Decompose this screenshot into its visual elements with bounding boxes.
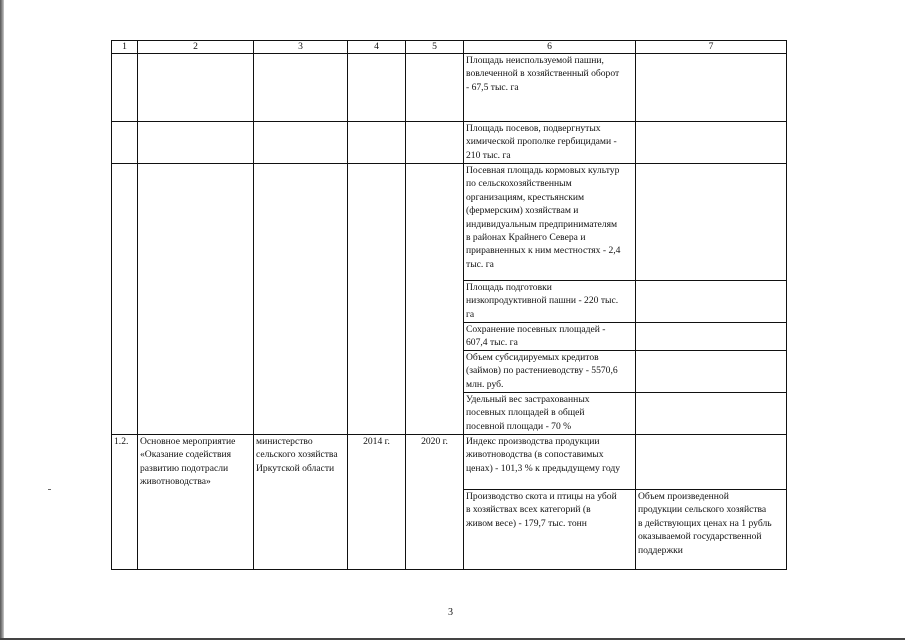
cell-start	[348, 164, 406, 435]
indicator-cell: Производство скота и птицы на убой в хозяйствах всех категорий (в живом весе) - 179,7 тыс. тонн	[464, 490, 636, 570]
scan-speck	[48, 489, 51, 490]
cell-end	[406, 122, 464, 164]
indicator-cell: Площадь неиспользуемой пашни, вовлеченной в хозяйственный оборот - 67,5 тыс. га	[464, 54, 636, 122]
indicator-cell: Площадь подготовки низкопродуктивной пашни - 220 тыс. га	[464, 281, 636, 323]
cell-end	[406, 164, 464, 435]
cell-col7	[636, 323, 787, 351]
program-table	[111, 40, 787, 570]
cell-executor	[254, 54, 348, 122]
header-col-6: 6	[464, 41, 636, 54]
cell-name	[138, 164, 254, 435]
header-col-7: 7	[636, 41, 787, 54]
header-row	[112, 41, 787, 54]
table-row	[112, 54, 787, 122]
header-col-3: 3	[254, 41, 348, 54]
cell-num	[112, 54, 138, 122]
indicator-cell: Площадь посевов, подвергнутых химической прополке гербицидами - 210 тыс. га	[464, 122, 636, 164]
indicator-cell: Объем субсидируемых кредитов (займов) по растениеводству - 5570,6 млн. руб.	[464, 351, 636, 393]
cell-end	[406, 54, 464, 122]
cell-name: Основное мероприятие «Оказание содействия развитию подотрасли животноводства»	[138, 435, 254, 570]
cell-end: 2020 г.	[406, 435, 464, 570]
cell-executor	[254, 164, 348, 435]
cell-num	[112, 164, 138, 435]
cell-col7	[636, 164, 787, 281]
cell-col7	[636, 54, 787, 122]
cell-col7	[636, 393, 787, 435]
cell-name	[138, 54, 254, 122]
header-col-1: 1	[112, 41, 138, 54]
cell-col7	[636, 281, 787, 323]
header-col-5: 5	[406, 41, 464, 54]
indicator-cell: Удельный вес застрахованных посевных площадей в общей посевной площади - 70 %	[464, 393, 636, 435]
table-row	[112, 435, 787, 490]
indicator-cell: Сохранение посевных площадей - 607,4 тыс. га	[464, 323, 636, 351]
cell-executor: министерство сельского хозяйства Иркутской области	[254, 435, 348, 570]
cell-executor	[254, 122, 348, 164]
header-col-4: 4	[348, 41, 406, 54]
cell-col7: Объем произведенной продукции сельского хозяйства в действующих ценах на 1 рубль оказываемой государственной поддержки	[636, 490, 787, 570]
page-number: 3	[448, 607, 453, 618]
header-col-2: 2	[138, 41, 254, 54]
table-row	[112, 164, 787, 281]
cell-num	[112, 122, 138, 164]
cell-col7	[636, 122, 787, 164]
page-left-edge	[0, 0, 4, 640]
cell-num: 1.2.	[112, 435, 138, 570]
indicator-cell: Индекс производства продукции животноводства (в сопоставимых ценах) - 101,3 % к предыдущему году	[464, 435, 636, 490]
cell-start	[348, 54, 406, 122]
cell-col7	[636, 351, 787, 393]
cell-col7	[636, 435, 787, 490]
table-row	[112, 122, 787, 164]
cell-name	[138, 122, 254, 164]
indicator-cell: Посевная площадь кормовых культур по сельскохозяйственным организациям, крестьянским (фермерским) хозяйствам и индивидуальным предпринимателям в районах Крайнего Севера и приравненных к ним местностях - 2,4 тыс. га	[464, 164, 636, 281]
cell-start	[348, 122, 406, 164]
cell-start: 2014 г.	[348, 435, 406, 570]
